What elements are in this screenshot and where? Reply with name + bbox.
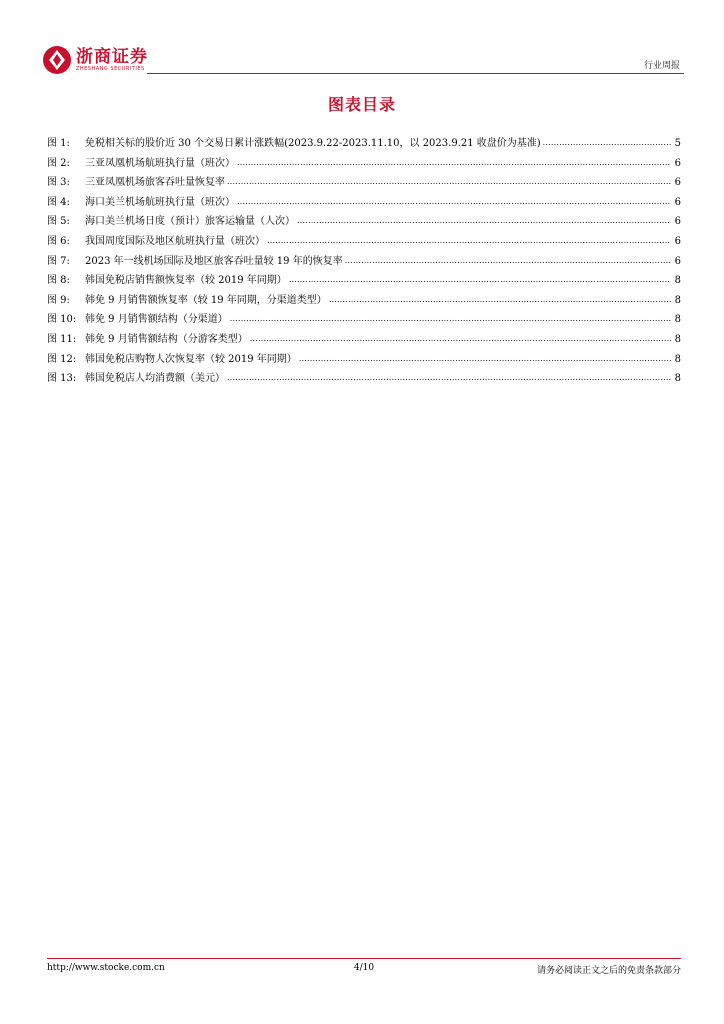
toc-entry[interactable]	[47, 134, 681, 154]
dot-leader	[237, 153, 671, 173]
figure-title: 韩国免税店人均消费额（美元）	[85, 373, 225, 385]
figure-number: 图 10:	[47, 314, 77, 326]
figure-page: 8	[674, 314, 681, 326]
footer-divider	[47, 958, 681, 959]
toc-entry[interactable]	[47, 173, 681, 193]
toc-entry[interactable]	[47, 193, 681, 213]
figure-number: 图 1:	[47, 138, 70, 149]
figure-page: 6	[674, 235, 681, 247]
figure-title: 海口美兰机场航班执行量（班次）	[85, 196, 235, 208]
table-of-figures	[47, 134, 681, 389]
figure-page: 8	[674, 294, 681, 306]
figure-page: 5	[674, 138, 681, 149]
figure-number: 图 9:	[47, 294, 70, 306]
figure-number: 图 8:	[47, 275, 70, 287]
figure-page: 6	[674, 216, 681, 228]
toc-entry[interactable]	[47, 252, 681, 272]
dot-leader	[267, 231, 671, 251]
report-type-label: 行业周报	[643, 61, 680, 71]
figure-number: 图 2:	[47, 157, 70, 169]
logo-english-name: ZHESHANG SECURITIES	[76, 65, 145, 72]
logo-chinese-name: 浙商证券	[76, 46, 148, 67]
toc-entry[interactable]	[47, 369, 681, 389]
figure-page: 8	[674, 333, 681, 345]
figure-page: 8	[674, 373, 681, 385]
figure-number: 图 4:	[47, 196, 70, 208]
header-divider	[147, 73, 684, 74]
dot-leader	[227, 368, 671, 388]
dot-leader	[299, 349, 671, 369]
figure-number: 图 13:	[47, 373, 77, 385]
logo-emblem-icon	[42, 45, 72, 75]
toc-entry[interactable]	[47, 350, 681, 370]
toc-entry[interactable]	[47, 232, 681, 252]
toc-entry[interactable]	[47, 154, 681, 174]
dot-leader	[289, 270, 671, 290]
dot-leader	[237, 192, 671, 212]
page-number: 4/10	[353, 963, 375, 973]
dot-leader	[230, 309, 671, 329]
figure-title: 三亚凤凰机场航班执行量（班次）	[85, 157, 235, 169]
toc-entry[interactable]	[47, 271, 681, 291]
figure-title: 韩国免税店销售额恢复率（较 2019 年同期）	[85, 275, 287, 287]
figure-title: 2023 年一线机场国际及地区旅客吞吐量较 19 年的恢复率	[85, 255, 343, 267]
dot-leader	[543, 133, 671, 153]
figure-page: 6	[674, 157, 681, 169]
figure-title: 海口美兰机场日度（预计）旅客运输量（人次）	[85, 216, 295, 228]
toc-title: 图表目录	[327, 95, 396, 114]
figure-title: 韩免 9 月销售额恢复率（较 19 年同期，分渠道类型）	[85, 294, 327, 306]
dot-leader	[227, 172, 671, 192]
dot-leader	[250, 329, 671, 349]
disclaimer-note: 请务必阅读正文之后的免责条款部分	[536, 966, 681, 976]
figure-page: 6	[674, 196, 681, 208]
figure-page: 8	[674, 275, 681, 287]
page-header	[42, 40, 684, 80]
toc-entry[interactable]	[47, 330, 681, 350]
figure-title: 韩国免税店购物人次恢复率（较 2019 年同期）	[85, 353, 297, 365]
figure-number: 图 12:	[47, 353, 77, 365]
figure-number: 图 11:	[47, 333, 77, 345]
figure-title: 我国周度国际及地区航班执行量（班次）	[85, 235, 265, 247]
company-logo	[42, 44, 148, 76]
footer-url[interactable]: http://www.stocke.com.cn	[47, 963, 165, 973]
toc-entry[interactable]	[47, 212, 681, 232]
dot-leader	[345, 251, 671, 271]
figure-page: 6	[674, 255, 681, 267]
figure-title: 韩免 9 月销售额结构（分游客类型）	[85, 333, 248, 345]
figure-number: 图 3:	[47, 177, 70, 189]
figure-page: 6	[674, 177, 681, 189]
toc-entry[interactable]	[47, 310, 681, 330]
figure-number: 图 6:	[47, 235, 70, 247]
figure-title: 免税相关标的股价近 30 个交易日累计涨跌幅(2023.9.22-2023.11.10，以 2023.9.21 收盘价为基准)	[85, 138, 541, 149]
toc-entry[interactable]	[47, 291, 681, 311]
dot-leader	[297, 211, 671, 231]
dot-leader	[329, 290, 671, 310]
figure-page: 8	[674, 353, 681, 365]
figure-number: 图 5:	[47, 216, 70, 228]
figure-title: 三亚凤凰机场旅客吞吐量恢复率	[85, 177, 225, 189]
page-footer	[47, 958, 681, 982]
figure-title: 韩免 9 月销售额结构（分渠道）	[85, 314, 228, 326]
figure-number: 图 7:	[47, 255, 70, 267]
